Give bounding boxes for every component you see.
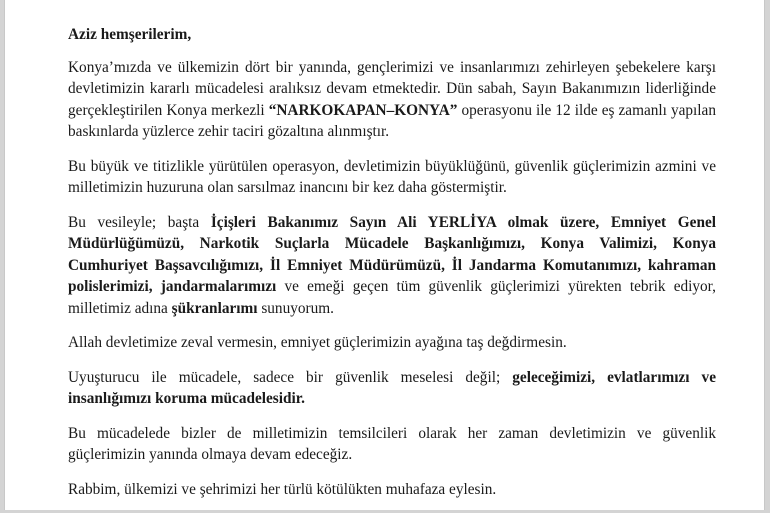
paragraph-thanks-text-1: Bu vesileyle; başta (68, 213, 211, 231)
paragraph-operation-text-1: Konya’mızda ve ülkemizin dört bir yanında, gençlerimizi ve insanlarımızı zehirleyen şebekelere karşı devletimizin kararlı mücadelesi aralıksız devam etmektedir. Dün sabah, Sayın Bakanımızın liderliğinde gerçekleştirilen Konya merkezli (68, 58, 716, 119)
paragraph-operation-text-2: operasyonu ile 12 ilde eş zamanlı yapılan baskınlarda yüzlerce zehir taciri gözaltına alınmıştır. (68, 101, 716, 140)
thanked-institutions: İçişleri Bakanımız Sayın Ali YERLİYA olmak üzere, Emniyet Genel Müdürlüğümüzü, Narkotik Suçlarla Mücadele Başkanlığımızı, Konya Valimizi, Konya Cumhuriyet Başsavcılığımızı, İl Emniyet Müdürümüzü, İl Jandarma Komutanımızı, kahraman polislerimizi, jandarmalarımızı (68, 213, 717, 295)
paragraph-struggle-text: Uyuşturucu ile mücadele, sadece bir güvenlik meselesi değil; (68, 368, 513, 386)
paragraph-closing: Rabbim, ülkemizi ve şehrimizi her türlü kötülükten muhafaza eylesin. (68, 480, 497, 498)
letter-body (68, 24, 716, 513)
gratitude-word: şükranlarımı (171, 299, 258, 317)
struggle-emphasis: geleceğimizi, evlatlarımızı ve insanlığımızı koruma mücadelesidir. (68, 368, 716, 407)
paragraph-thanks-text-3: sunuyorum. (257, 299, 334, 317)
paragraph-operation (68, 57, 716, 143)
paragraph-commitment: Bu mücadelede bizler de milletimizin temsilcileri olarak her zaman devletimizin ve güvenlik güçlerimizin yanında olmaya devam edeceğiz. (68, 424, 716, 463)
document-page (4, 0, 765, 510)
paragraph-significance: Bu büyük ve titizlikle yürütülen operasyon, devletimizin büyüklüğünü, güvenlik güçlerimizin azmini ve milletimizin huzuruna olan sarsılmaz inancını bir kez daha göstermiştir. (68, 157, 716, 196)
greeting: Aziz hemşerilerim, (68, 26, 192, 43)
operation-name: “NARKOKAPAN–KONYA” (268, 101, 458, 119)
paragraph-struggle (68, 367, 716, 410)
paragraph-thanks-text-2: ve emeği geçen tüm güvenlik güçlerimizi yürekten tebrik ediyor, milletimiz adına (68, 278, 716, 317)
paragraph-thanks (68, 212, 716, 320)
paragraph-prayer: Allah devletimize zeval vermesin, emniyet güçlerimizin ayağına taş değdirmesin. (68, 334, 567, 351)
